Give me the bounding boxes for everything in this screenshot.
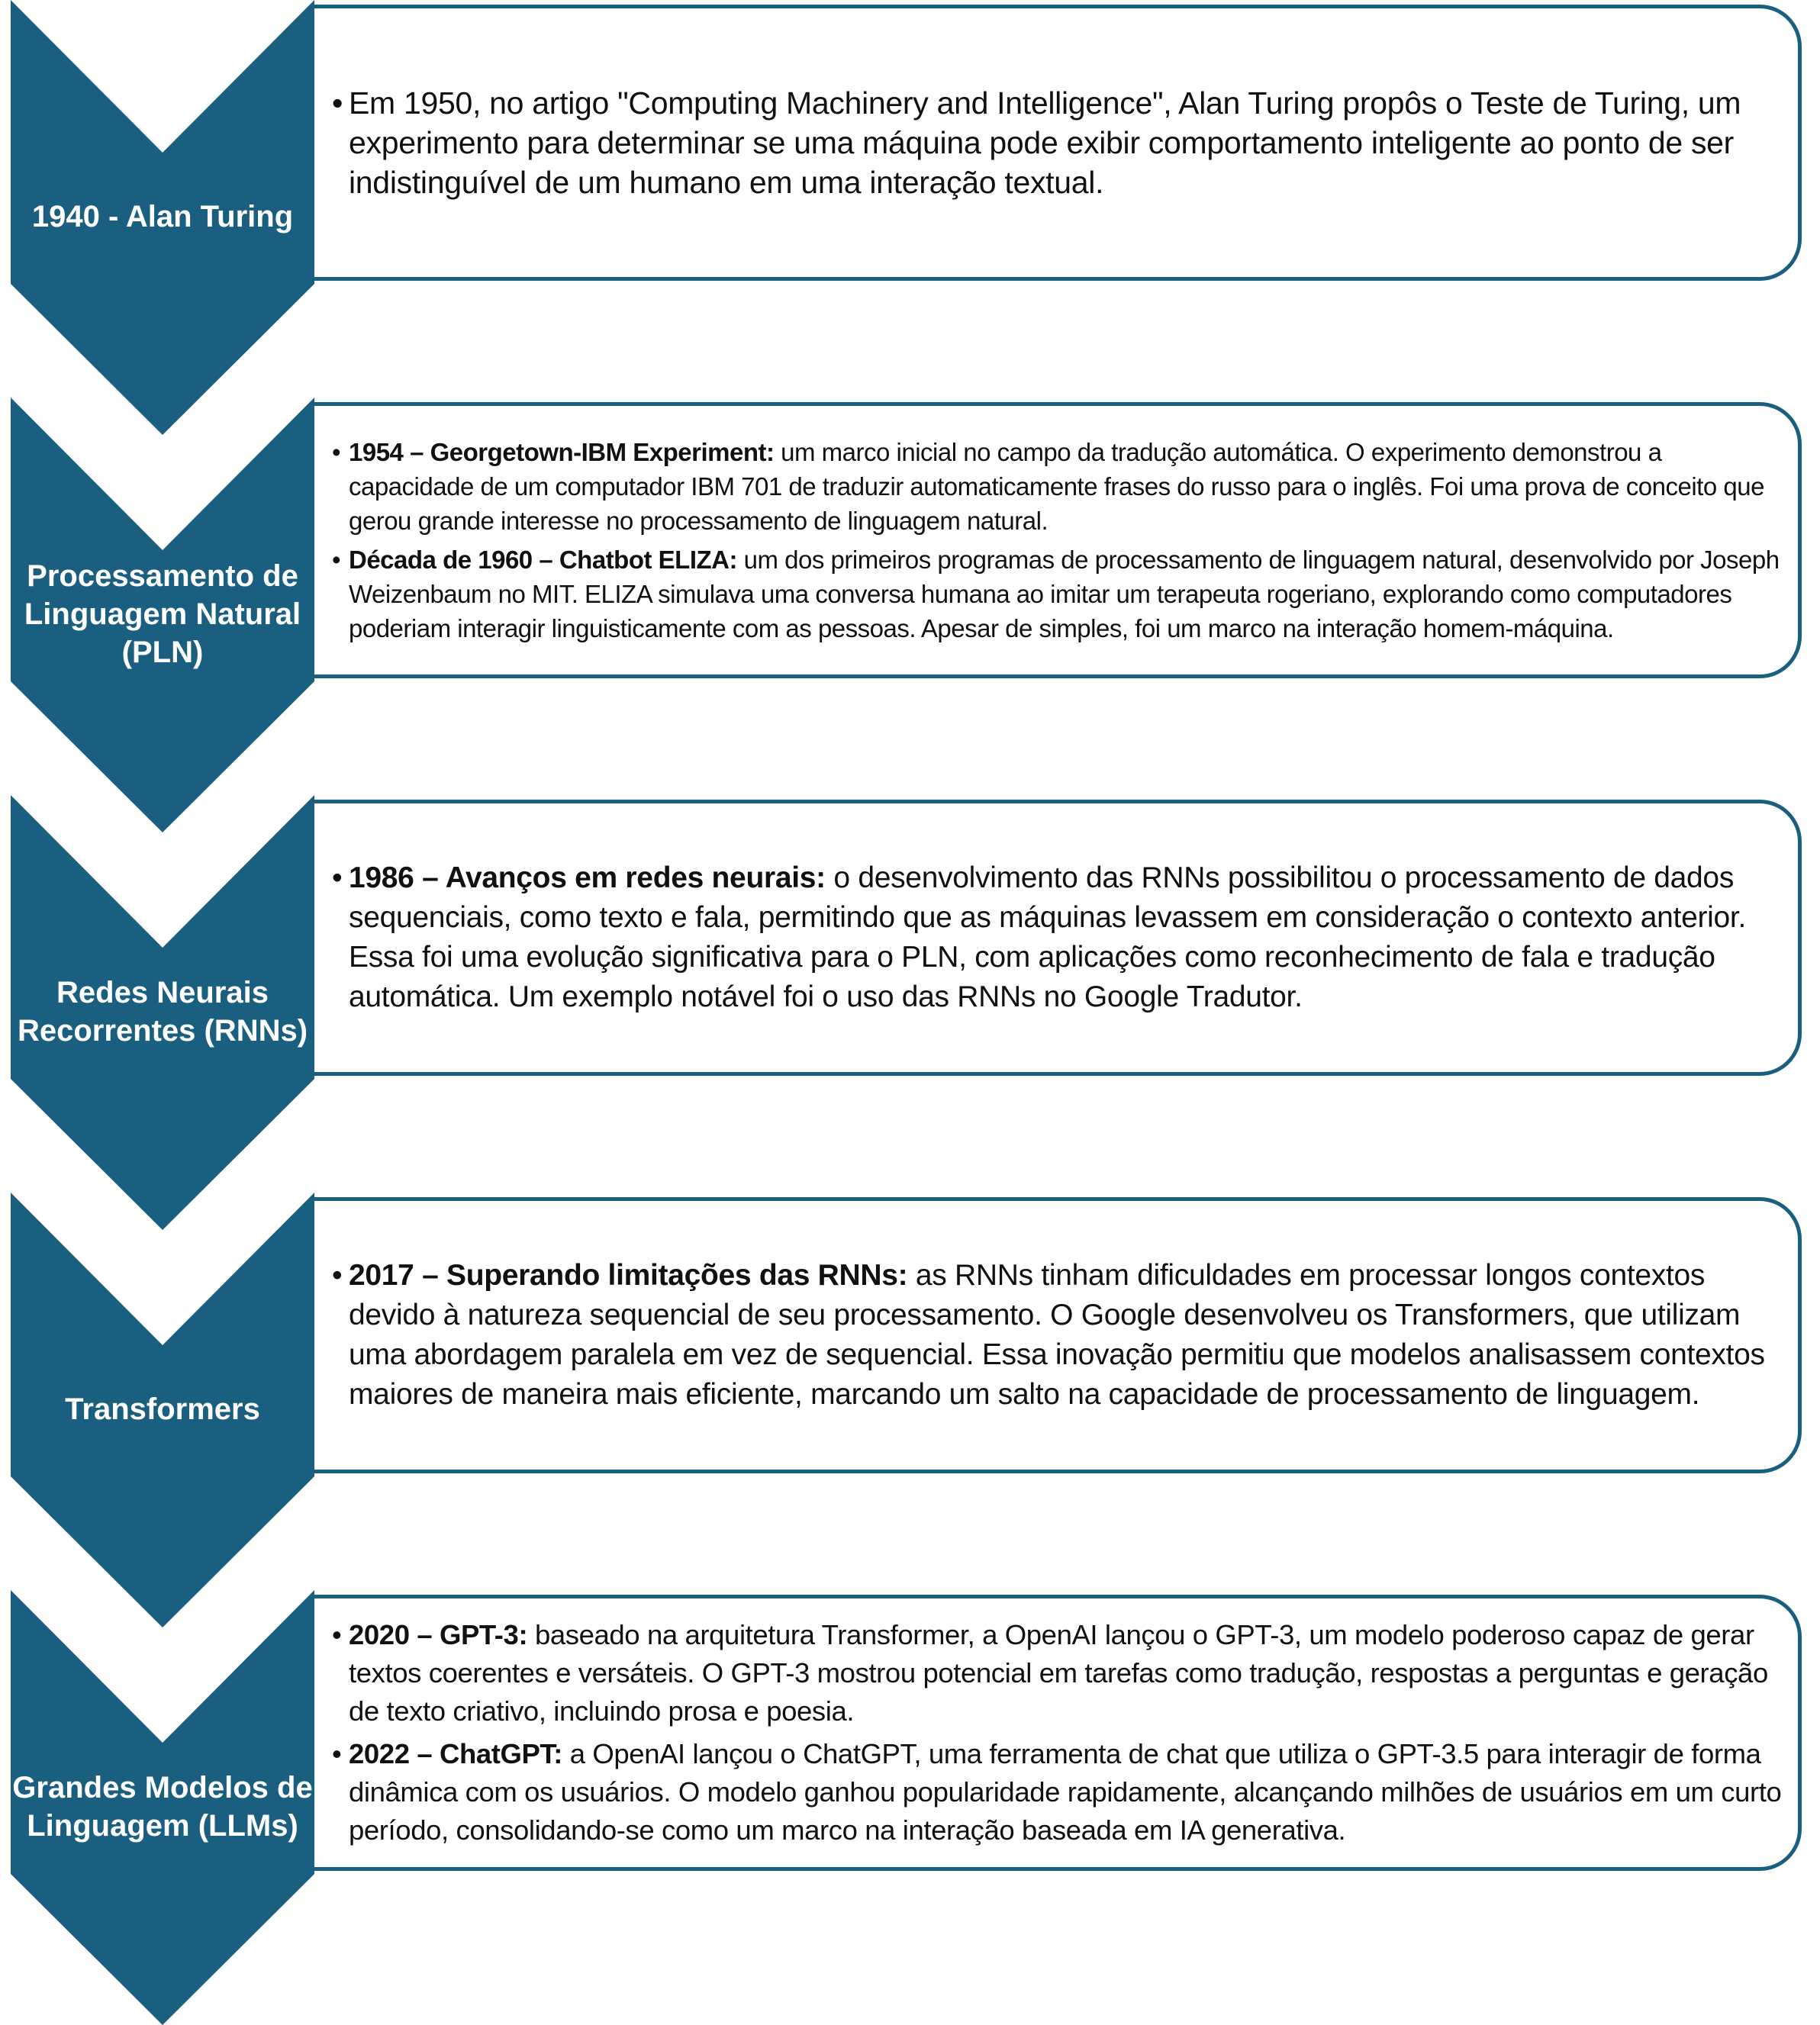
stage-description-box xyxy=(314,402,1802,678)
stage-label: Processamento de Linguagem Natural (PLN) xyxy=(24,559,301,669)
bullet-item xyxy=(332,1735,1783,1850)
bullet-heading: 2017 – Superando limitações das RNNs: xyxy=(349,1259,908,1292)
bullet-heading: 2022 – ChatGPT: xyxy=(349,1738,563,1769)
stage-label: Grandes Modelos de Linguagem (LLMs) xyxy=(12,1771,313,1843)
timeline-stage xyxy=(0,1193,1820,1627)
stage-description-box xyxy=(314,800,1802,1076)
bullet-text: a OpenAI lançou o ChatGPT, uma ferramenta de chat que utiliza o GPT-3.5 para interagir de forma dinâmica com os usuários. O modelo ganhou popularidade rapidamente, alcançando milhões de usuários em um curto período, consolidando-se como um marco na interação baseada em IA generativa. xyxy=(349,1738,1782,1846)
stage-label: Transformers xyxy=(65,1392,260,1426)
bullet-item xyxy=(332,83,1783,202)
stage-description-box xyxy=(314,1595,1802,1871)
bullet-text: um dos primeiros programas de processamento de linguagem natural, desenvolvido por Joseph Weizenbaum no MIT. ELIZA simulava uma conversa humana ao imitar um terapeuta rogeriano, explorando como computadores poderiam interagir linguisticamente com as pessoas. Apesar de simples, foi um marco na interação homem-máquina. xyxy=(349,546,1780,642)
bullet-heading: 1954 – Georgetown-IBM Experiment: xyxy=(349,438,775,466)
bullet-item xyxy=(332,1256,1783,1415)
timeline-stage xyxy=(0,0,1820,435)
bullet-text: Em 1950, no artigo "Computing Machinery and Intelligence", Alan Turing propôs o Teste de Turing, um experimento para determinar se uma máquina pode exibir comportamento inteligente ao ponto de ser indistinguível de um humano em uma interação textual. xyxy=(349,85,1741,200)
bullet-text: as RNNs tinham dificuldades em processar longos contextos devido à natureza sequencial de seu processamento. O Google desenvolveu os Transformers, que utilizam uma abordagem paralela em vez de sequencial. Essa inovação permitiu que modelos analisassem contextos maiores de maneira mais eficiente, marcando um salto na capacidade de processamento de linguagem. xyxy=(349,1259,1765,1411)
bullet-heading: 2020 – GPT-3: xyxy=(349,1619,528,1650)
stage-description-box xyxy=(314,1197,1802,1473)
stage-label: Redes Neurais Recorrentes (RNNs) xyxy=(17,976,308,1048)
timeline-stage xyxy=(0,398,1820,832)
bullet-item xyxy=(332,1616,1783,1730)
timeline-stage xyxy=(0,795,1820,1230)
bullet-text: baseado na arquitetura Transformer, a OpenAI lançou o GPT-3, um modelo poderoso capaz de gerar textos coerentes e versáteis. O GPT-3 mostrou potencial em tarefas como tradução, respostas a perguntas e geração de texto criativo, incluindo prosa e poesia. xyxy=(349,1619,1768,1727)
bullet-item xyxy=(332,858,1783,1017)
bullet-item xyxy=(332,542,1783,645)
bullet-text: o desenvolvimento das RNNs possibilitou o processamento de dados sequenciais, como texto e fala, permitindo que as máquinas levassem em consideração o contexto anterior. Essa foi uma evolução significativa para o PLN, com aplicações como reconhecimento de fala e tradução automática. Um exemplo notável foi o uso das RNNs no Google Tradutor. xyxy=(349,861,1746,1013)
stage-description-box xyxy=(314,5,1802,281)
bullet-text: um marco inicial no campo da tradução automática. O experimento demonstrou a capacidade de um computador IBM 701 de traduzir automaticamente frases do russo para o inglês. Foi uma prova de conceito que gerou grande interesse no processamento de linguagem natural. xyxy=(349,438,1764,535)
timeline-stage xyxy=(0,1590,1820,2025)
bullet-heading: Década de 1960 – Chatbot ELIZA: xyxy=(349,546,737,574)
bullet-heading: 1986 – Avanços em redes neurais: xyxy=(349,861,826,894)
stage-label: 1940 - Alan Turing xyxy=(31,200,294,233)
bullet-item xyxy=(332,435,1783,538)
